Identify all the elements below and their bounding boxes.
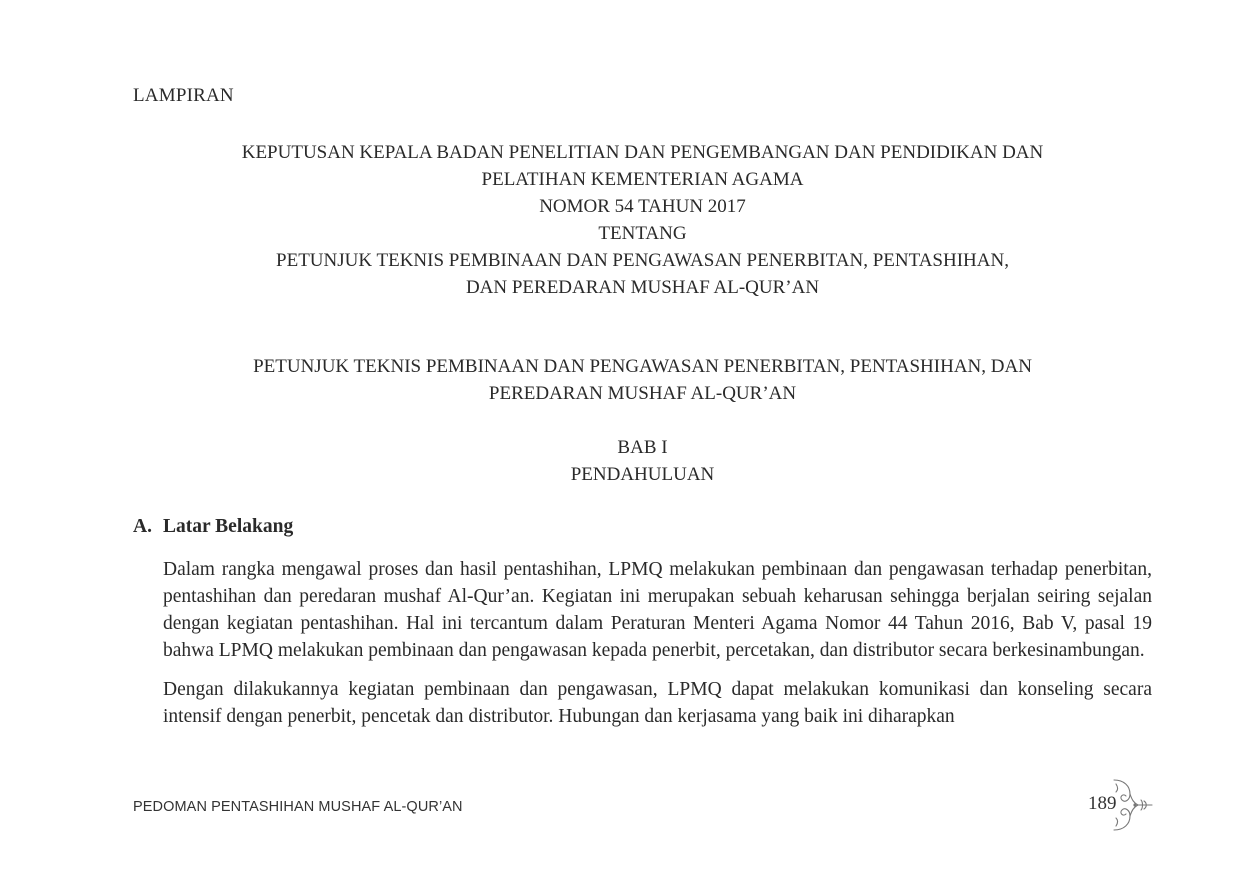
decree-line: PELATIHAN KEMENTERIAN AGAMA [481,169,804,190]
decree-line: PETUNJUK TEKNIS PEMBINAAN DAN PENGAWASAN PENERBITAN, PENTASHIHAN, [276,250,1009,271]
decree-line: TENTANG [598,223,687,244]
decree-line: DAN PEREDARAN MUSHAF AL-QUR’AN [465,277,820,298]
body-paragraph: Dengan dilakukannya kegiatan pembinaan dan pengawasan, LPMQ dapat melakukan komunikasi dan konseling secara intensif dengan penerbit, pencetak dan distributor. Hubungan dan kerjasama yang baik ini diharapkan [163,679,1152,727]
chapter-title: PENDAHULUAN [570,464,715,485]
guide-title-line: PEREDARAN MUSHAF AL-QUR’AN [488,383,797,404]
guide-title-line: PETUNJUK TEKNIS PEMBINAAN DAN PENGAWASAN PENERBITAN, PENTASHIHAN, DAN [253,356,1032,377]
attachment-label: LAMPIRAN [133,85,234,106]
section-heading [133,516,293,538]
floral-ornament-icon [1108,776,1154,834]
guide-title [133,353,1152,407]
chapter-heading [133,434,1152,488]
decree-heading [133,139,1152,301]
page-number: 189 [1088,793,1117,814]
chapter-number: BAB I [617,437,668,458]
section-body [163,556,1152,742]
section-title: Latar Belakang [163,516,294,537]
footer-book-title: PEDOMAN PENTASHIHAN MUSHAF AL-QUR’AN [133,799,463,815]
decree-line: NOMOR 54 TAHUN 2017 [539,196,746,217]
decree-line: KEPUTUSAN KEPALA BADAN PENELITIAN DAN PENGEMBANGAN DAN PENDIDIKAN DAN [241,142,1044,163]
section-letter: A. [133,516,152,537]
body-paragraph: Dalam rangka mengawal proses dan hasil pentashihan, LPMQ melakukan pembinaan dan pengawasan terhadap penerbitan, pentashihan dan peredaran mushaf Al-Qur’an. Kegiatan ini merupakan sebuah keharusan sehingga berjalan seiring sejalan dengan kegiatan pentashihan. Hal ini tercantum dalam Peraturan Menteri Agama Nomor 44 Tahun 2016, Bab V, pasal 19 bahwa LPMQ melakukan pembinaan dan pengawasan kepada penerbit, percetakan, dan distributor secara berkesinambungan. [163,559,1152,661]
